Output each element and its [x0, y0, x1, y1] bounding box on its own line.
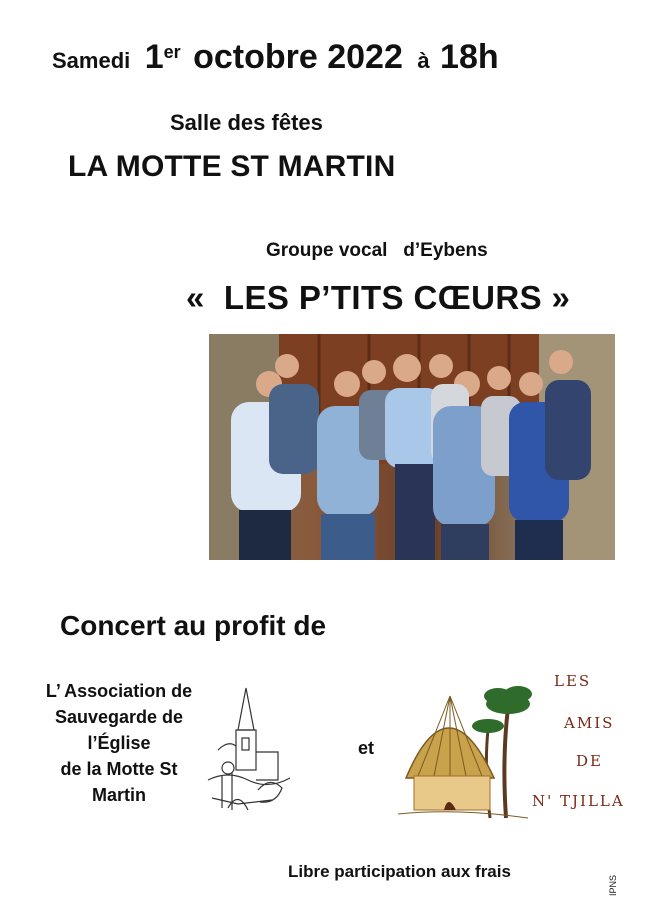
association-line: L’ Association de [45, 681, 193, 701]
venue-town: LA MOTTE ST MARTIN [68, 150, 396, 183]
association-line: Sauvegarde de [54, 707, 184, 727]
association-line: de la Motte St [60, 759, 178, 779]
free-participation-note: Libre participation aux frais [288, 862, 511, 881]
association-line: l’Église [87, 733, 151, 753]
group-subtitle: Groupe vocal d’Eybens [266, 240, 488, 261]
group-name: « LES P’TITS CŒURS » [186, 279, 571, 316]
event-at: à [417, 48, 430, 73]
ipns-mark: IPNS [608, 874, 618, 896]
group-photo [209, 334, 615, 560]
logo-text-amis: AMIS [564, 714, 615, 732]
association-name [24, 678, 214, 808]
les-amis-de-ntjilla-logo [532, 672, 638, 822]
event-day: Samedi [52, 48, 131, 73]
hut-palm-logo [398, 668, 538, 828]
logo-text-de: DE [576, 752, 603, 770]
conjunction-et: et [358, 738, 375, 758]
church-sketch-logo [198, 680, 298, 820]
concert-heading: Concert au profit de [60, 610, 327, 641]
event-time: 18h [440, 38, 499, 76]
event-month-year: octobre 2022 [193, 38, 403, 76]
venue-hall: Salle des fêtes [170, 110, 323, 135]
logo-text-ntjilla: N' TJILLA [532, 792, 625, 810]
group-photo-illustration [209, 334, 615, 560]
association-line: Martin [92, 785, 146, 805]
event-date-line [52, 38, 632, 88]
event-day-ordinal: er [163, 41, 181, 62]
event-day-number: 1 [144, 38, 164, 76]
logo-text-les: LES [554, 672, 592, 690]
